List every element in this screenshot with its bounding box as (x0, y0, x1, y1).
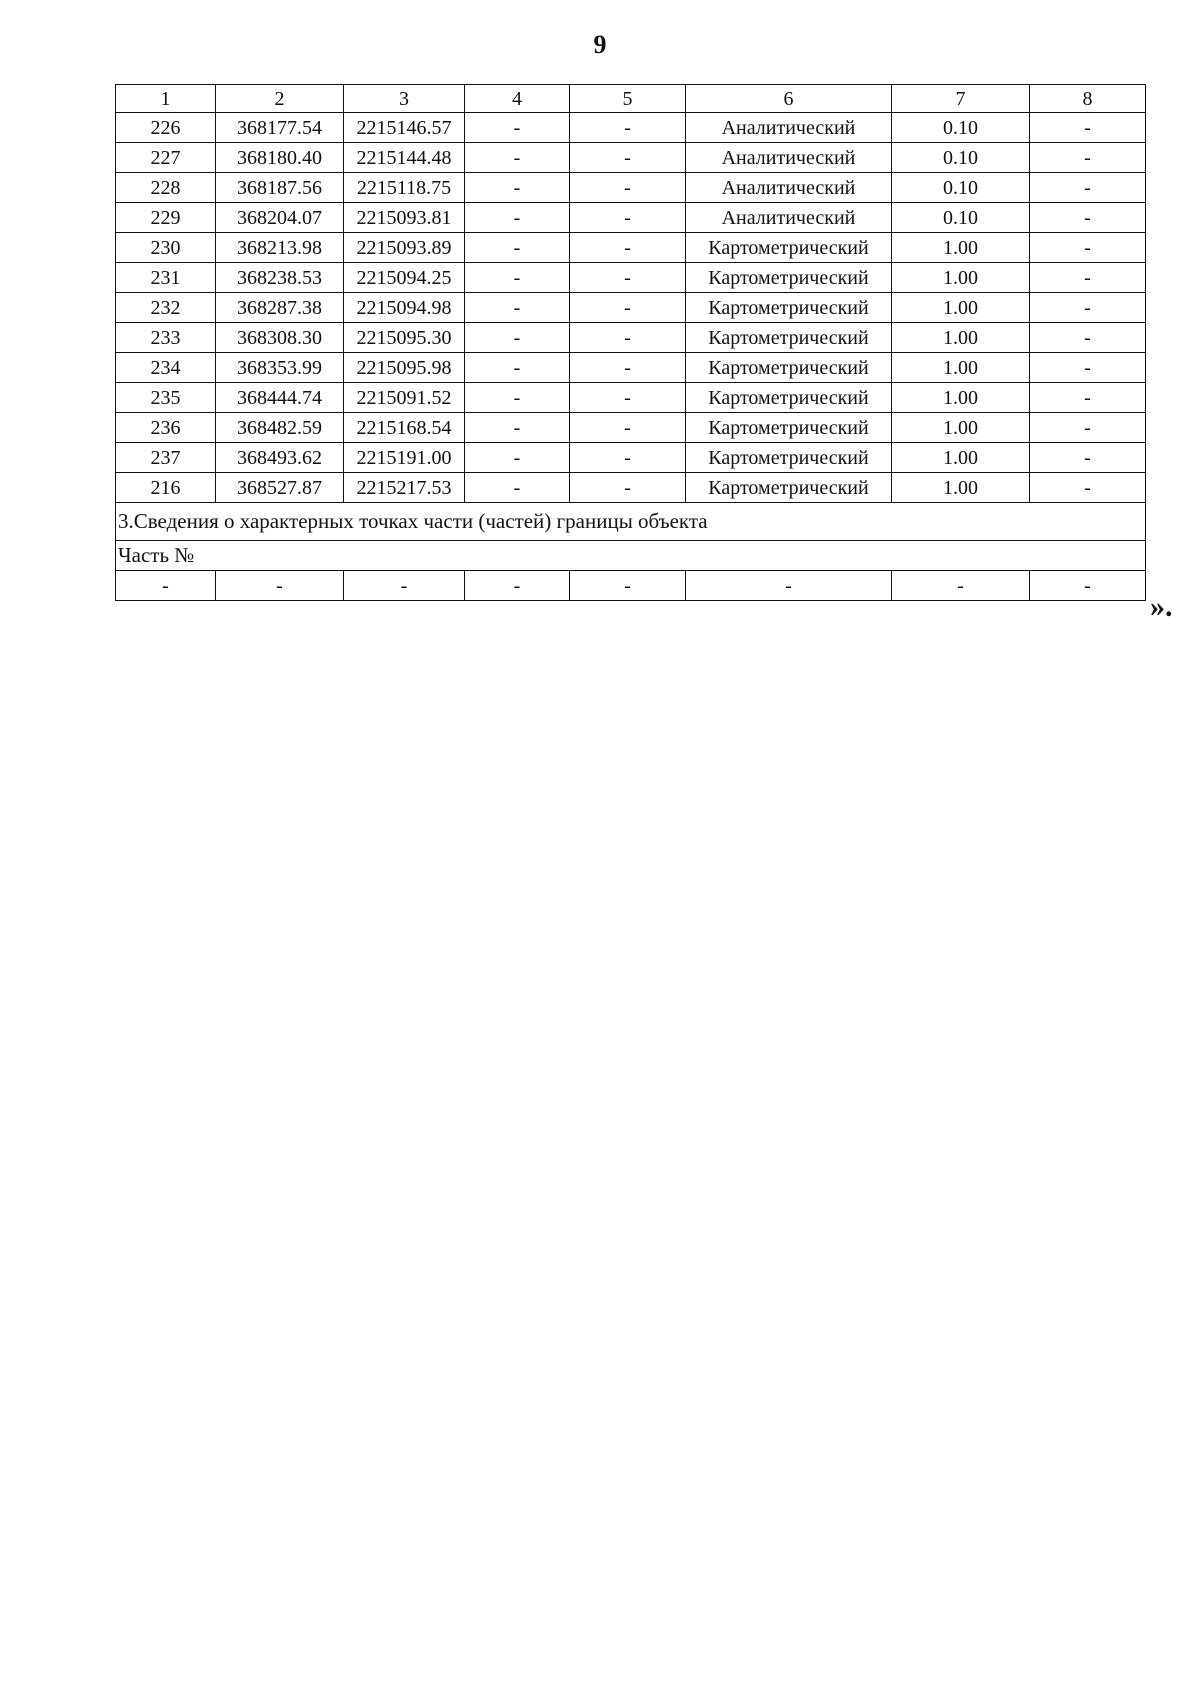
table-cell: Аналитический (686, 113, 892, 143)
table-cell: - (344, 571, 465, 601)
table-cell: 2215168.54 (344, 413, 465, 443)
table-cell: 0.10 (892, 113, 1030, 143)
table-cell: Картометрический (686, 353, 892, 383)
table-cell: 2215095.98 (344, 353, 465, 383)
table-row (116, 383, 1146, 413)
table-cell: - (465, 323, 570, 353)
table-cell: Картометрический (686, 473, 892, 503)
table-cell: Аналитический (686, 173, 892, 203)
table-cell: 2215118.75 (344, 173, 465, 203)
table-cell: 0.10 (892, 143, 1030, 173)
table-cell: Картометрический (686, 383, 892, 413)
table-cell: 1.00 (892, 443, 1030, 473)
table-cell: - (1030, 113, 1146, 143)
table-cell: - (570, 263, 686, 293)
table-cell: 1.00 (892, 473, 1030, 503)
table-cell: 1.00 (892, 323, 1030, 353)
table-cell: 234 (116, 353, 216, 383)
table-cell: 368204.07 (216, 203, 344, 233)
coordinates-table (115, 84, 1146, 601)
table-cell: - (1030, 293, 1146, 323)
table-cell: Картометрический (686, 443, 892, 473)
table-cell: - (570, 173, 686, 203)
table-cell: - (570, 413, 686, 443)
table-cell: 2215094.25 (344, 263, 465, 293)
table-cell: - (465, 353, 570, 383)
table-cell: - (570, 443, 686, 473)
table-cell: Картометрический (686, 233, 892, 263)
table-cell: - (570, 143, 686, 173)
table-header-row (116, 85, 1146, 113)
table-cell: - (1030, 383, 1146, 413)
table-cell: - (1030, 353, 1146, 383)
table-cell: - (1030, 143, 1146, 173)
table-cell: - (465, 173, 570, 203)
table-cell: - (465, 413, 570, 443)
table-body (116, 85, 1146, 601)
column-header: 5 (570, 85, 686, 113)
table-row (116, 203, 1146, 233)
table-cell: 2215146.57 (344, 113, 465, 143)
table-row (116, 323, 1146, 353)
table-row (116, 233, 1146, 263)
table-cell: Аналитический (686, 143, 892, 173)
table-cell: 368180.40 (216, 143, 344, 173)
table-cell: 227 (116, 143, 216, 173)
column-header: 2 (216, 85, 344, 113)
table-cell: 368213.98 (216, 233, 344, 263)
table-row (116, 113, 1146, 143)
column-header: 8 (1030, 85, 1146, 113)
part-label: Часть № (116, 541, 1146, 571)
table-cell: - (465, 443, 570, 473)
table-row (116, 443, 1146, 473)
table-cell: 368527.87 (216, 473, 344, 503)
table-cell: - (465, 233, 570, 263)
table-row (116, 473, 1146, 503)
table-cell: Картометрический (686, 413, 892, 443)
table-row (116, 353, 1146, 383)
table-cell: 1.00 (892, 293, 1030, 323)
table-cell: - (216, 571, 344, 601)
table-cell: - (465, 473, 570, 503)
table-cell: - (465, 571, 570, 601)
table-cell: 2215217.53 (344, 473, 465, 503)
table-cell: - (686, 571, 892, 601)
table-cell: 237 (116, 443, 216, 473)
table-cell: - (1030, 443, 1146, 473)
table-cell: - (465, 293, 570, 323)
table-cell: 1.00 (892, 263, 1030, 293)
table-cell: 226 (116, 113, 216, 143)
table-cell: Картометрический (686, 293, 892, 323)
table-cell: 232 (116, 293, 216, 323)
page-number: 9 (593, 30, 607, 59)
table-cell: 236 (116, 413, 216, 443)
table-cell: - (1030, 571, 1146, 601)
table-cell: 1.00 (892, 383, 1030, 413)
table-cell: 368493.62 (216, 443, 344, 473)
table-cell: 368238.53 (216, 263, 344, 293)
table-cell: - (1030, 233, 1146, 263)
table-cell: 2215094.98 (344, 293, 465, 323)
table-cell: - (465, 203, 570, 233)
table-cell: 2215093.89 (344, 233, 465, 263)
table-cell: - (1030, 473, 1146, 503)
table-cell: - (570, 383, 686, 413)
table-cell: 2215144.48 (344, 143, 465, 173)
table-cell: - (1030, 173, 1146, 203)
closing-quote: ». (1150, 590, 1173, 623)
table-cell: - (1030, 203, 1146, 233)
table-row (116, 293, 1146, 323)
section-title: 3.Сведения о характерных точках части (частей) границы объекта (116, 503, 1146, 541)
table-cell: - (570, 353, 686, 383)
column-header: 6 (686, 85, 892, 113)
column-header: 4 (465, 85, 570, 113)
table-cell: Картометрический (686, 323, 892, 353)
table-cell: 1.00 (892, 353, 1030, 383)
table-cell: - (465, 383, 570, 413)
column-header: 7 (892, 85, 1030, 113)
column-header: 1 (116, 85, 216, 113)
table-cell: 0.10 (892, 173, 1030, 203)
table-row (116, 143, 1146, 173)
table-cell: - (465, 263, 570, 293)
table-cell: - (570, 571, 686, 601)
table-cell: Картометрический (686, 263, 892, 293)
table-cell: 229 (116, 203, 216, 233)
table-cell: 368287.38 (216, 293, 344, 323)
table-cell: 368353.99 (216, 353, 344, 383)
table-cell: 231 (116, 263, 216, 293)
section-title-row (116, 503, 1146, 541)
table-cell: 2215093.81 (344, 203, 465, 233)
table-cell: - (570, 293, 686, 323)
table-cell: 228 (116, 173, 216, 203)
table-cell: Аналитический (686, 203, 892, 233)
table-cell: - (570, 233, 686, 263)
empty-row (116, 571, 1146, 601)
table-row (116, 413, 1146, 443)
part-label-row (116, 541, 1146, 571)
table-cell: 0.10 (892, 203, 1030, 233)
table-cell: - (465, 113, 570, 143)
table-cell: 368444.74 (216, 383, 344, 413)
table-cell: 1.00 (892, 233, 1030, 263)
table-cell: - (570, 113, 686, 143)
table-cell: - (570, 473, 686, 503)
table-cell: 368177.54 (216, 113, 344, 143)
table-cell: 2215095.30 (344, 323, 465, 353)
table-cell: - (1030, 263, 1146, 293)
table-cell: 368482.59 (216, 413, 344, 443)
table-cell: 2215191.00 (344, 443, 465, 473)
table-cell: - (570, 323, 686, 353)
table-cell: 1.00 (892, 413, 1030, 443)
table-row (116, 263, 1146, 293)
column-header: 3 (344, 85, 465, 113)
table-cell: 368187.56 (216, 173, 344, 203)
table-cell: - (1030, 413, 1146, 443)
table-row (116, 173, 1146, 203)
table-cell: 233 (116, 323, 216, 353)
table-cell: 2215091.52 (344, 383, 465, 413)
table-cell: - (465, 143, 570, 173)
table-cell: - (570, 203, 686, 233)
table-cell: - (1030, 323, 1146, 353)
table-cell: 235 (116, 383, 216, 413)
table-cell: - (116, 571, 216, 601)
table-cell: 230 (116, 233, 216, 263)
table-cell: 216 (116, 473, 216, 503)
table-cell: 368308.30 (216, 323, 344, 353)
table-cell: - (892, 571, 1030, 601)
